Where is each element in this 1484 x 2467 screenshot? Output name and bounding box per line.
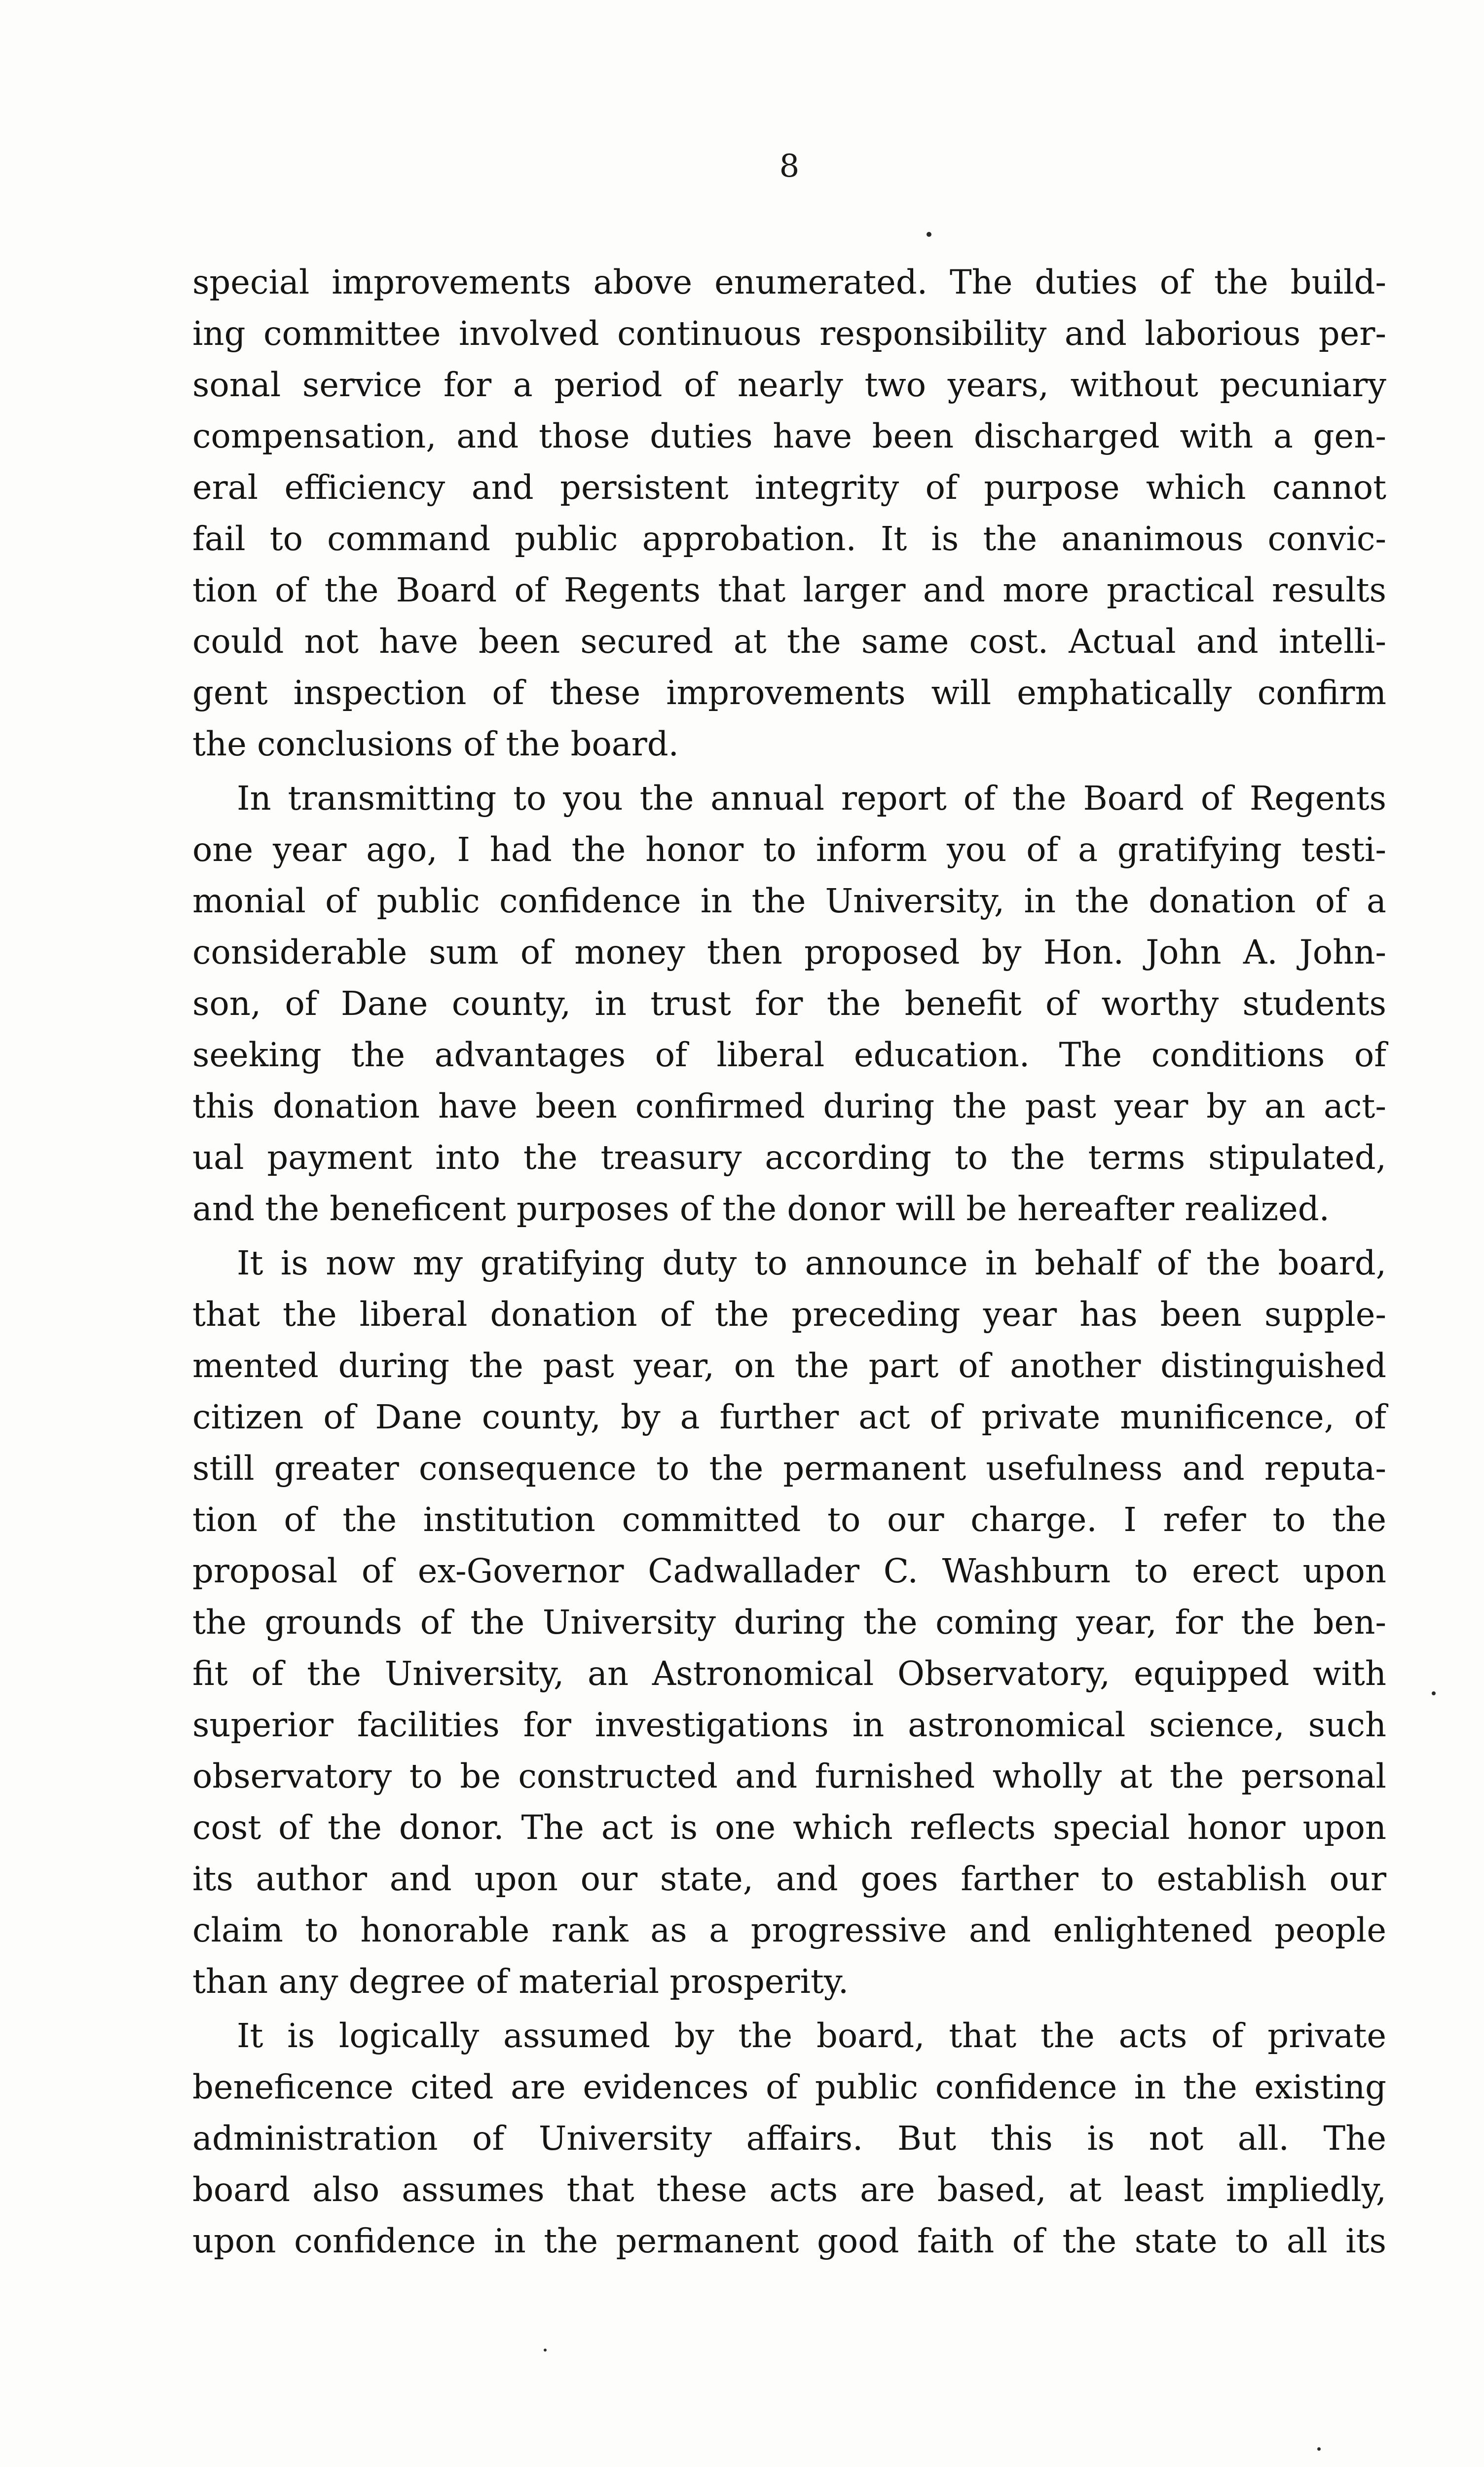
text-line: considerable sum of money then proposed by Hon. John A. John- (192, 933, 1386, 972)
text-line: fail to command public approbation. It is the ananimous convic- (192, 520, 1386, 558)
text-line: It is logically assumed by the board, that the acts of private (237, 2017, 1386, 2055)
body-text (192, 257, 1386, 2267)
text-line: superior facilities for investigations in astronomical science, such (192, 1706, 1386, 1744)
text-line: seeking the advantages of liberal education. The conditions of (192, 1036, 1386, 1074)
text-line: proposal of ex-Governor Cadwallader C. Washburn to erect upon (192, 1552, 1386, 1590)
text-line: ual payment into the treasury according to the terms stipulated, (192, 1138, 1386, 1177)
text-line: that the liberal donation of the preceding year has been supple- (192, 1295, 1386, 1334)
text-line: cost of the donor. The act is one which reflects special honor upon (192, 1808, 1386, 1847)
text-line: than any degree of material prosperity. (192, 1962, 849, 2001)
text-line: son, of Dane county, in trust for the benefit of worthy students (192, 984, 1386, 1023)
text-line: administration of University affairs. But this is not all. The (192, 2119, 1386, 2158)
ink-speck (544, 2349, 547, 2352)
text-line: the grounds of the University during the coming year, for the ben- (192, 1603, 1386, 1642)
text-line: eral efficiency and persistent integrity of purpose which cannot (192, 468, 1386, 507)
text-line: and the beneficent purposes of the donor will be hereafter realized. (192, 1190, 1330, 1228)
text-line: special improvements above enumerated. The duties of the build- (192, 263, 1386, 301)
text-line: board also assumes that these acts are based, at least impliedly, (192, 2170, 1386, 2209)
paragraph-public-confidence (192, 2010, 1386, 2267)
text-line: observatory to be constructed and furnished wholly at the personal (192, 1757, 1386, 1795)
text-line: could not have been secured at the same cost. Actual and intelli- (192, 622, 1386, 661)
text-line: compensation, and those duties have been discharged with a gen- (192, 417, 1386, 455)
text-line: its author and upon our state, and goes farther to establish our (192, 1860, 1386, 1898)
text-line: mented during the past year, on the part of another distinguished (192, 1346, 1386, 1385)
text-line: claim to honorable rank as a progressive and enlightened people (192, 1911, 1386, 1949)
ink-speck (927, 232, 931, 237)
text-line: fit of the University, an Astronomical Observatory, equipped with (192, 1654, 1386, 1693)
text-line: gent inspection of these improvements will emphatically confirm (192, 673, 1386, 712)
ink-speck (1432, 1691, 1436, 1695)
paragraph-johnson-donation (192, 773, 1386, 1234)
text-line: this donation have been confirmed during the past year by an act- (192, 1087, 1386, 1125)
text-line: beneficence cited are evidences of public confidence in the existing (192, 2068, 1386, 2106)
text-line: upon confidence in the permanent good faith of the state to all its (192, 2222, 1386, 2260)
text-line: It is now my gratifying duty to announce in behalf of the board, (237, 1244, 1386, 1282)
text-line: citizen of Dane county, by a further act of private munificence, of (192, 1398, 1386, 1436)
text-line: sonal service for a period of nearly two years, without pecuniary (192, 366, 1386, 404)
text-line: one year ago, I had the honor to inform you of a gratifying testi- (192, 830, 1386, 869)
page-number: 8 (779, 148, 800, 185)
ink-speck (1317, 2447, 1321, 2451)
text-line: In transmitting to you the annual report of the Board of Regents (237, 779, 1386, 818)
paragraph-building-committee (192, 257, 1386, 770)
text-line: tion of the Board of Regents that larger and more practical results (192, 571, 1386, 609)
text-line: still greater consequence to the permanent usefulness and reputa- (192, 1449, 1386, 1488)
text-line: the conclusions of the board. (192, 725, 679, 763)
text-line: monial of public confidence in the University, in the donation of a (192, 882, 1386, 920)
text-line: ing committee involved continuous responsibility and laborious per- (192, 314, 1386, 353)
paragraph-washburn-observatory (192, 1237, 1386, 2007)
text-line: tion of the institution committed to our charge. I refer to the (192, 1500, 1386, 1539)
